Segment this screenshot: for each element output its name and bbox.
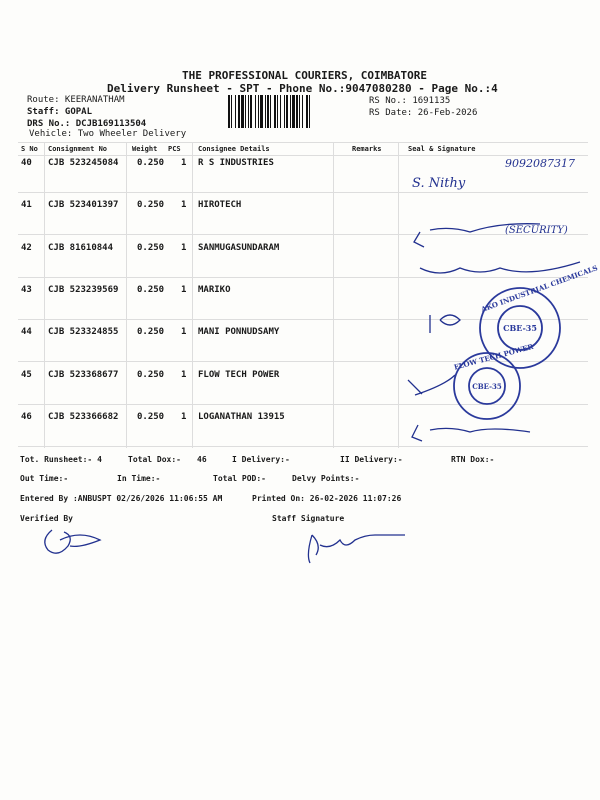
consignee: MARIKO: [198, 284, 231, 295]
row44-signature: [430, 315, 460, 333]
staff: Staff: GOPAL: [27, 107, 93, 117]
row46-signature: [412, 425, 530, 441]
drs-no: DRS No.: DCJB169113504: [27, 119, 147, 129]
consignment-no: CJB 523401397: [48, 200, 119, 211]
consignee: HIROTECH: [198, 200, 242, 211]
weight: 0.250: [137, 284, 165, 295]
consignment-no: CJB 523245084: [48, 158, 119, 168]
total-dox-value: 46: [197, 455, 207, 464]
consignment-no: CJB 523239569: [48, 284, 119, 295]
staff-signature-label: Staff Signature: [272, 514, 345, 523]
rs-no: RS No.: 1691135: [369, 96, 451, 106]
pcs: 1: [181, 242, 187, 253]
pcs: 1: [181, 369, 187, 380]
pcs: 1: [181, 200, 187, 211]
consignment-no: CJB 523368677: [48, 369, 119, 380]
col-pcs: PCS: [168, 145, 181, 153]
vehicle: Vehicle: Two Wheeler Delivery: [29, 129, 187, 139]
weight: 0.250: [137, 369, 165, 380]
sno: 44: [21, 327, 32, 338]
consignment-no: CJB 81610844: [48, 242, 114, 253]
weight: 0.250: [137, 242, 165, 253]
pcs: 1: [181, 327, 187, 338]
total-pod: Total POD:-: [213, 474, 266, 483]
weight: 0.250: [137, 200, 165, 211]
stamp1-code: CBE-35: [503, 323, 537, 333]
sno: 46: [21, 411, 32, 422]
handwritten-name: S. Nithy: [412, 176, 466, 191]
handwritten-phone: 9092087317: [505, 157, 575, 170]
ii-delivery: II Delivery:-: [340, 455, 403, 464]
tot-runsheet: Tot. Runsheet:- 4: [20, 455, 102, 464]
handwritten-security: (SECURITY): [505, 225, 568, 236]
entered-by: Entered By :ANBUSPT 02/26/2026 11:06:55 AM: [20, 494, 223, 503]
row43-signature: [420, 262, 580, 273]
sno: 40: [21, 158, 32, 168]
pcs: 1: [181, 158, 187, 168]
staff-signature: [308, 535, 405, 563]
rs-date: RS Date: 26-Feb-2026: [369, 108, 478, 118]
sno: 42: [21, 242, 32, 253]
company-title: THE PROFESSIONAL COURIERS, COIMBATORE: [182, 69, 428, 82]
route: Route: KEERANATHAM: [27, 95, 125, 105]
in-time: In Time:-: [117, 474, 161, 483]
runsheet-subtitle: Delivery Runsheet - SPT - Phone No.:9047080280 - Page No.:4: [107, 82, 498, 95]
i-delivery: I Delivery:-: [232, 455, 290, 464]
verified-signature: [45, 530, 100, 553]
sno: 43: [21, 284, 32, 295]
col-remarks: Remarks: [352, 145, 382, 153]
stamp1-text: AKO INDUSTRIAL CHEMICALS: [479, 263, 599, 314]
consignee: R S INDUSTRIES: [198, 158, 274, 168]
verified-by: Verified By: [20, 514, 73, 523]
col-sno: S No: [21, 145, 38, 153]
pcs: 1: [181, 284, 187, 295]
delvy-points: Delvy Points:-: [292, 474, 360, 483]
sno: 41: [21, 200, 32, 211]
consignment-no: CJB 523324855: [48, 327, 119, 338]
col-consignment: Consignment No: [48, 145, 108, 153]
consignee: SANMUGASUNDARAM: [198, 242, 280, 253]
total-dox-label: Total Dox:-: [128, 455, 181, 464]
rtn-dox: RTN Dox:-: [451, 455, 495, 464]
weight: 0.250: [137, 158, 165, 168]
col-consignee: Consignee Details: [198, 145, 270, 153]
consignment-no: CJB 523366682: [48, 411, 119, 422]
stamp2-code: CBE-35: [472, 382, 502, 391]
weight: 0.250: [137, 327, 165, 338]
consignee: MANI PONNUDSAMY: [198, 327, 280, 338]
stamp2-text: FLOW TECH POWER: [452, 341, 535, 372]
col-weight: Weight: [132, 145, 158, 153]
sno: 45: [21, 369, 32, 380]
consignee: LOGANATHAN 13915: [198, 411, 285, 422]
row45-signature: [408, 375, 455, 395]
pcs: 1: [181, 411, 187, 422]
out-time: Out Time:-: [20, 474, 69, 483]
col-seal-signature: Seal & Signature: [408, 145, 476, 153]
printed-on: Printed On: 26-02-2026 11:07:26: [252, 494, 402, 503]
consignee: FLOW TECH POWER: [198, 369, 280, 380]
weight: 0.250: [137, 411, 165, 422]
